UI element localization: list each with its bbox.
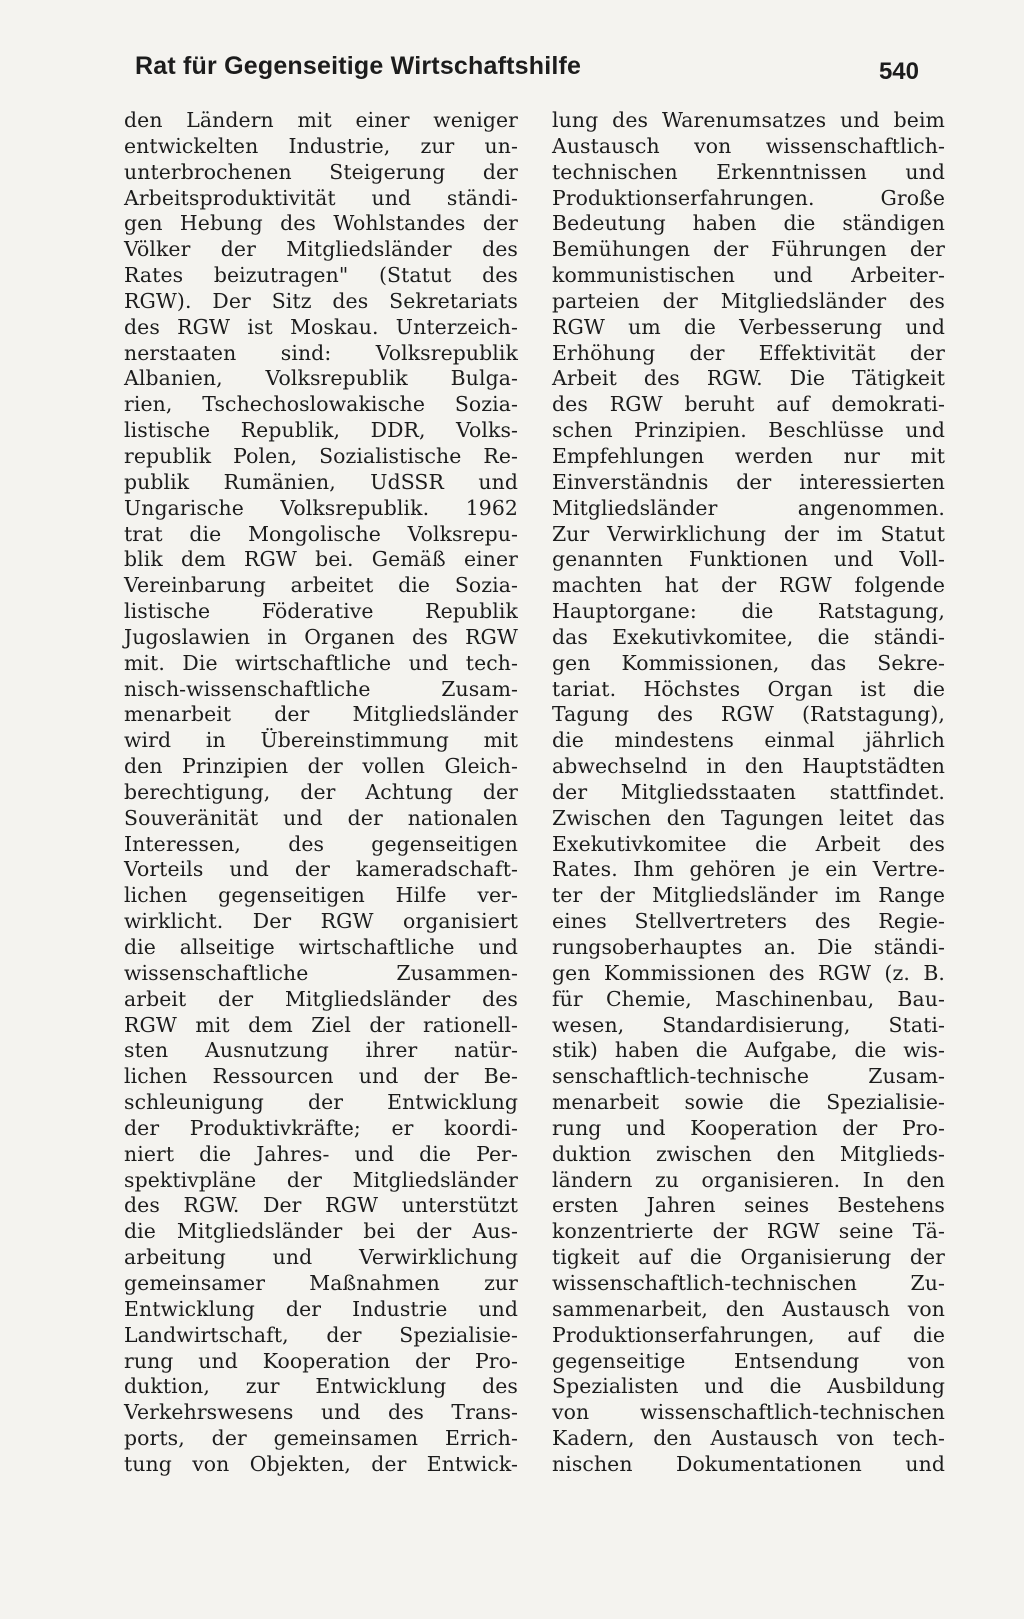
text-line: wesen, Standardisierung, Stati- bbox=[552, 1012, 945, 1037]
text-line: die mindestens einmal jährlich bbox=[552, 728, 945, 753]
text-line: genannten Funktionen und Voll- bbox=[552, 547, 945, 572]
text-line: Vereinbarung arbeitet die Sozia- bbox=[124, 573, 518, 598]
text-line: Produktionserfahrungen. Große bbox=[552, 185, 945, 210]
text-line: sammenarbeit, den Austausch von bbox=[552, 1296, 945, 1321]
text-line: berechtigung, der Achtung der bbox=[124, 779, 518, 804]
text-line: Zur Verwirklichung der im Statut bbox=[552, 521, 945, 546]
text-line: tigkeit auf die Organisierung der bbox=[552, 1245, 945, 1270]
text-line: RGW mit dem Ziel der rationell- bbox=[124, 1012, 518, 1037]
text-line: Einverständnis der interessierten bbox=[552, 469, 945, 494]
text-line: nisch-wissenschaftliche Zusam- bbox=[124, 676, 518, 701]
text-line: Interessen, des gegenseitigen bbox=[124, 831, 518, 856]
text-line: tung von Objekten, der Entwick- bbox=[124, 1451, 518, 1476]
text-line: ersten Jahren seines Bestehens bbox=[552, 1193, 945, 1218]
text-line: senschaftlich-technische Zusam- bbox=[552, 1064, 945, 1089]
text-line: unterbrochenen Steigerung der bbox=[124, 159, 518, 184]
text-line: arbeitung und Verwirklichung bbox=[124, 1245, 518, 1270]
text-line: Tagung des RGW (Ratstagung), bbox=[552, 702, 945, 727]
text-line: rien, Tschechoslowakische Sozia- bbox=[124, 392, 518, 417]
text-line: die Mitgliedsländer bei der Aus- bbox=[124, 1219, 518, 1244]
text-line: Jugoslawien in Organen des RGW bbox=[124, 624, 518, 649]
text-line: schen Prinzipien. Beschlüsse und bbox=[552, 418, 945, 443]
text-line: des RGW. Der RGW unterstützt bbox=[124, 1193, 518, 1218]
text-line: den Prinzipien der vollen Gleich- bbox=[124, 754, 518, 779]
text-line: lichen gegenseitigen Hilfe ver- bbox=[124, 883, 518, 908]
text-line: ländern zu organisieren. In den bbox=[552, 1167, 945, 1192]
text-line: schleunigung der Entwicklung bbox=[124, 1090, 518, 1115]
text-line: RGW um die Verbesserung und bbox=[552, 314, 945, 339]
text-line: Erhöhung der Effektivität der bbox=[552, 340, 945, 365]
text-line: publik Rumänien, UdSSR und bbox=[124, 469, 518, 494]
text-column-left bbox=[124, 108, 518, 1478]
text-line: machten hat der RGW folgende bbox=[552, 573, 945, 598]
text-line: wirklicht. Der RGW organisiert bbox=[124, 909, 518, 934]
text-line: ports, der gemeinsamen Errich- bbox=[124, 1426, 518, 1451]
text-line: die allseitige wirtschaftliche und bbox=[124, 935, 518, 959]
text-line: parteien der Mitgliedsländer des bbox=[552, 288, 945, 313]
running-header: Rat für Gegenseitige Wirtschaftshilfe bbox=[135, 52, 582, 80]
text-line: Spezialisten und die Ausbildung bbox=[552, 1374, 945, 1399]
text-line: Arbeit des RGW. Die Tätigkeit bbox=[552, 366, 945, 391]
text-line: Bemühungen der Führungen der bbox=[552, 237, 945, 262]
text-line: wissenschaftlich-technischen Zu- bbox=[552, 1270, 945, 1295]
text-line: wissenschaftliche Zusammen- bbox=[124, 960, 518, 985]
text-line: Zwischen den Tagungen leitet das bbox=[552, 805, 945, 830]
text-line: Vorteils und der kameradschaft- bbox=[124, 857, 518, 882]
text-line: rung und Kooperation der Pro- bbox=[552, 1115, 945, 1140]
text-line: eines Stellvertreters des Regie- bbox=[552, 909, 945, 934]
text-line: der Mitgliedsstaaten stattfindet. bbox=[552, 779, 945, 804]
text-line: arbeit der Mitgliedsländer des bbox=[124, 986, 518, 1011]
page-number: 540 bbox=[878, 58, 919, 85]
text-line: Ungarische Volksrepublik. 1962 bbox=[124, 495, 518, 520]
text-line: Albanien, Volksrepublik Bulga- bbox=[124, 366, 518, 391]
text-line: entwickelten Industrie, zur un- bbox=[124, 133, 518, 158]
text-line: das Exekutivkomitee, die ständi- bbox=[552, 624, 945, 649]
text-line: von wissenschaftlich-technischen bbox=[552, 1400, 945, 1425]
text-line: Souveränität und der nationalen bbox=[124, 805, 518, 830]
text-line: republik Polen, Sozialistische Re- bbox=[124, 443, 518, 468]
text-line: listische Republik, DDR, Volks- bbox=[124, 418, 518, 443]
text-line: nischen Dokumentationen und bbox=[552, 1451, 945, 1476]
text-line: Hauptorgane: die Ratstagung, bbox=[552, 599, 945, 624]
text-line: Mitgliedsländer angenommen. bbox=[552, 495, 945, 520]
text-line: kommunistischen und Arbeiter- bbox=[552, 263, 945, 288]
text-line: Kadern, den Austausch von tech- bbox=[552, 1426, 945, 1451]
text-line: gen Kommissionen des RGW (z. B. bbox=[552, 960, 945, 985]
text-line: den Ländern mit einer weniger bbox=[124, 108, 518, 132]
text-line: für Chemie, Maschinenbau, Bau- bbox=[552, 986, 945, 1011]
text-line: konzentrierte der RGW seine Tä- bbox=[552, 1219, 945, 1244]
text-line: trat die Mongolische Volksrepu- bbox=[124, 521, 518, 546]
text-line: Verkehrswesens und des Trans- bbox=[124, 1400, 518, 1425]
text-line: menarbeit sowie die Spezialisie- bbox=[552, 1090, 945, 1115]
text-line: duktion zwischen den Mitglieds- bbox=[552, 1141, 945, 1166]
text-line: des RGW ist Moskau. Unterzeich- bbox=[124, 314, 518, 339]
text-line: des RGW beruht auf demokrati- bbox=[552, 392, 945, 417]
text-line: niert die Jahres- und die Per- bbox=[124, 1141, 518, 1166]
text-line: ter der Mitgliedsländer im Range bbox=[552, 883, 945, 908]
text-line: mit. Die wirtschaftliche und tech- bbox=[124, 650, 518, 675]
text-line: spektivpläne der Mitgliedsländer bbox=[124, 1167, 518, 1192]
text-line: duktion, zur Entwicklung des bbox=[124, 1374, 518, 1399]
text-line: listische Föderative Republik bbox=[124, 599, 518, 624]
text-line: Produktionserfahrungen, auf die bbox=[552, 1322, 945, 1347]
text-line: Rates. Ihm gehören je ein Vertre- bbox=[552, 857, 945, 882]
text-line: gen Hebung des Wohlstandes der bbox=[124, 211, 518, 236]
text-line: gegenseitige Entsendung von bbox=[552, 1348, 945, 1373]
text-line: gemeinsamer Maßnahmen zur bbox=[124, 1270, 518, 1295]
text-line: stik) haben die Aufgabe, die wis- bbox=[552, 1038, 945, 1063]
text-line: nerstaaten sind: Volksrepublik bbox=[124, 340, 518, 365]
text-line: abwechselnd in den Hauptstädten bbox=[552, 754, 945, 779]
text-column-right bbox=[552, 108, 945, 1478]
text-line: lichen Ressourcen und der Be- bbox=[124, 1064, 518, 1089]
text-line: blik dem RGW bei. Gemäß einer bbox=[124, 547, 518, 572]
text-line: Austausch von wissenschaftlich- bbox=[552, 133, 945, 158]
text-line: Landwirtschaft, der Spezialisie- bbox=[124, 1322, 518, 1347]
text-line: sten Ausnutzung ihrer natür- bbox=[124, 1038, 518, 1063]
text-line: tariat. Höchstes Organ ist die bbox=[552, 676, 945, 701]
text-line: Rates beizutragen" (Statut des bbox=[124, 263, 518, 288]
text-line: Völker der Mitgliedsländer des bbox=[124, 237, 518, 262]
text-line: Bedeutung haben die ständigen bbox=[552, 211, 945, 236]
text-line: technischen Erkenntnissen und bbox=[552, 159, 945, 184]
text-line: der Produktivkräfte; er koordi- bbox=[124, 1115, 518, 1140]
text-line: Exekutivkomitee die Arbeit des bbox=[552, 831, 945, 856]
text-line: rung und Kooperation der Pro- bbox=[124, 1348, 518, 1373]
text-line: RGW). Der Sitz des Sekretariats bbox=[124, 288, 518, 313]
text-line: Entwicklung der Industrie und bbox=[124, 1296, 518, 1321]
text-line: rungsoberhauptes an. Die ständi- bbox=[552, 935, 945, 959]
text-line: wird in Übereinstimmung mit bbox=[124, 728, 518, 753]
text-line: menarbeit der Mitgliedsländer bbox=[124, 702, 518, 727]
text-line: Arbeitsproduktivität und ständi- bbox=[124, 185, 518, 210]
text-line: gen Kommissionen, das Sekre- bbox=[552, 650, 945, 675]
text-line: Empfehlungen werden nur mit bbox=[552, 443, 945, 468]
text-line: lung des Warenumsatzes und beim bbox=[552, 108, 945, 132]
